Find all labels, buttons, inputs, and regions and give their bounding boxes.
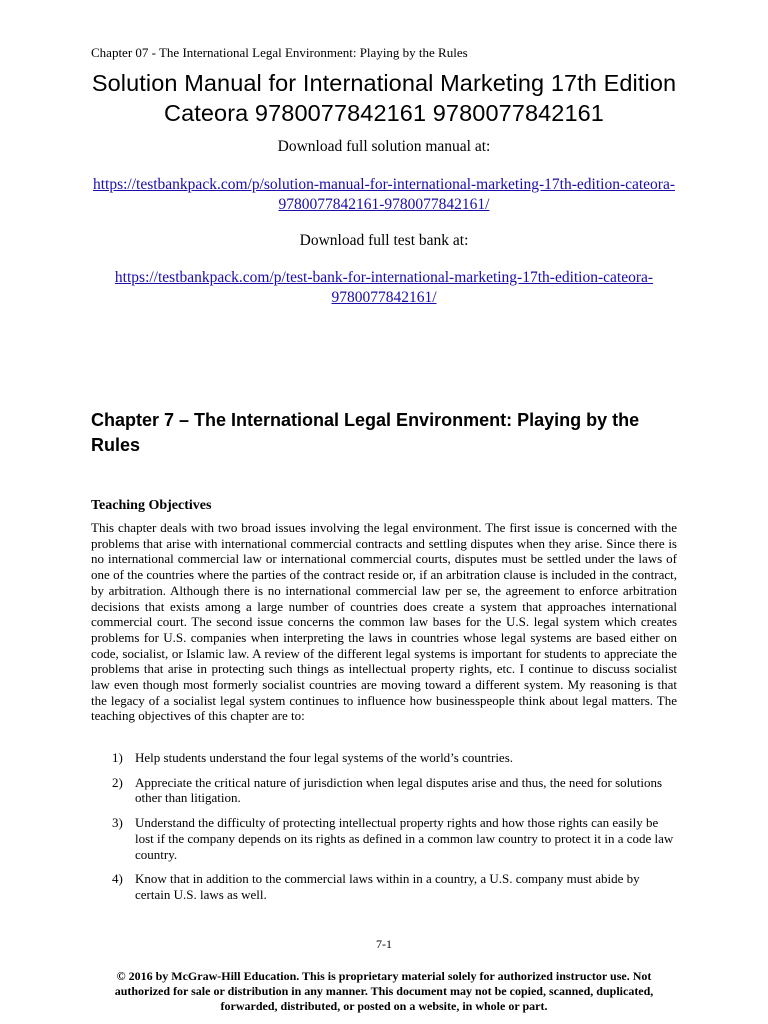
running-head: Chapter 07 - The International Legal Environment: Playing by the Rules [91,45,468,60]
test-bank-link[interactable]: https://testbankpack.com/p/test-bank-for-international-marketing-17th-edition-cateora-9780077842161/ [114,269,654,306]
list-item-text: Know that in addition to the commercial laws within in a country, a U.S. company must abide by certain U.S. laws as well. [135,871,640,902]
list-item-number: 4) [112,871,123,887]
section-heading: Teaching Objectives [91,498,212,513]
list-item [91,775,677,806]
copyright-notice: © 2016 by McGraw-Hill Education. This is proprietary material solely for authorized instructor use. Not authorized for sale or distribution in any manner. This document may not be copied, scanned, duplicated, forwarded, distributed, or posted on a website, in whole or part. [114,969,654,1013]
solution-download-label: Download full solution manual at: [277,138,491,155]
objectives-list [91,750,677,912]
list-item-number: 3) [112,815,123,831]
list-item-number: 1) [112,750,123,765]
document-title: Solution Manual for International Marketing 17th Edition Cateora 9780077842161 9780077842161 [91,70,677,126]
list-item [91,871,677,902]
page-number: 7-1 [376,937,392,951]
chapter-heading: Chapter 7 – The International Legal Environment: Playing by the Rules [91,410,640,455]
list-item [91,750,677,766]
list-item-text: Help students understand the four legal systems of the world’s countries. [135,750,514,765]
solution-manual-link[interactable]: https://testbankpack.com/p/solution-manual-for-international-marketing-17th-edition-cateora-9780077842161-9780077842161/ [92,176,676,213]
list-item-text: Appreciate the critical nature of jurisdiction when legal disputes arise and thus, the need for solutions other than litigation. [135,774,663,806]
objectives-paragraph: This chapter deals with two broad issues involving the legal environment. The first issue is concerned with the problems that arise with international commercial contracts and settling disputes when they arise. Since there is no international commercial law or international commercial courts, disputes must be settled under the laws of one of the countries where the parties of the contract reside or, if an arbitration clause is included in the contract, by arbitration. Although there is no international commercial law per se, the agreement to enforce arbitration decisions that exists among a large number of countries does create a system that approaches international commercial court. The second issue concerns the common law bases for the U.S. legal system which creates problems for U.S. companies when interpreting the laws in countries whose legal systems are based either on code, socialist, or Islamic law. A review of the different legal systems is important for students to appreciate the problems that arise in protecting such things as intellectual property rights, etc. I continue to discuss socialist law even though most formerly socialist countries are moving toward a different system. My reasoning is that the legacy of a socialist legal system continues to influence how businesspeople think about legal matters. The teaching objectives of this chapter are to: [91,520,677,724]
list-item-text: Understand the difficulty of protecting intellectual property rights and how those rights can easily be lost if the company depends on its rights as defined in a common law country to protect it in a code law country. [135,815,674,862]
list-item-number: 2) [112,774,123,790]
list-item [91,815,677,862]
testbank-download-label: Download full test bank at: [299,232,469,249]
